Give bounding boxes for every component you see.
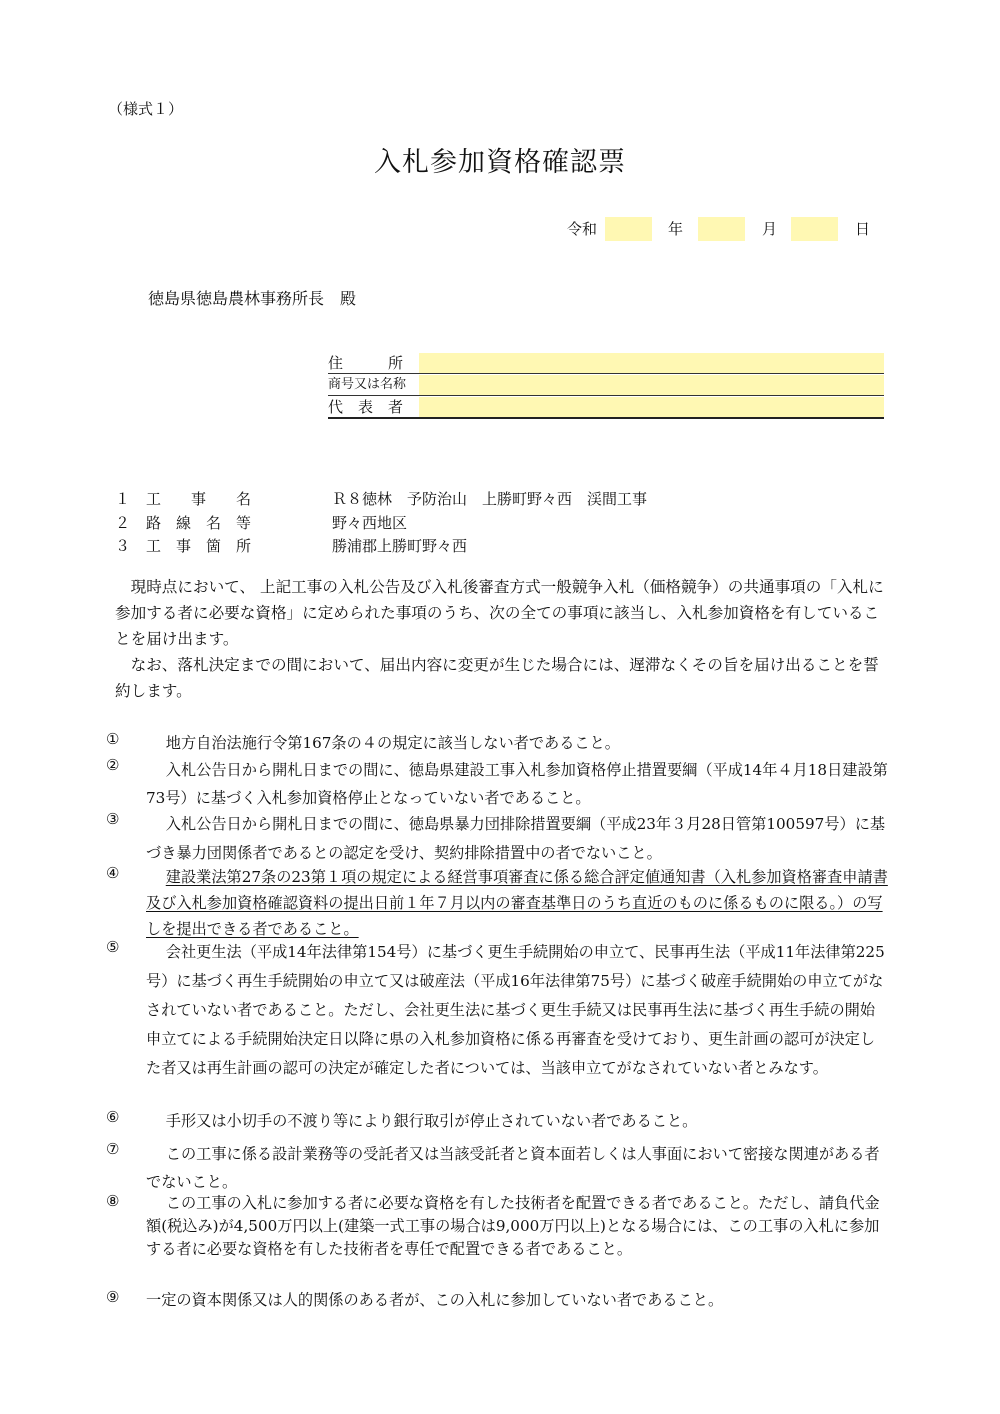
- representative-field[interactable]: [419, 397, 884, 417]
- project-row-number: ２: [115, 514, 131, 532]
- date-month-field[interactable]: [698, 217, 745, 241]
- project-row-value: 野々西地区: [332, 514, 408, 532]
- sender-representative-row: [328, 396, 884, 419]
- condition-text: 地方自治法施行令第167条の４の規定に該当しない者であること。: [165, 734, 620, 752]
- condition-text: 入札公告日から開札日までの間に、徳島県暴力団排除措置要綱（平成23年３月28日管第100597号）に基づき暴力団関係者であるとの認定を受け、契約排除措置中の者でないこと。: [146, 815, 886, 862]
- condition-number: ④: [106, 864, 120, 882]
- date-era-year-field[interactable]: [605, 217, 652, 241]
- condition-number: ①: [106, 730, 120, 748]
- address-field[interactable]: [419, 353, 884, 373]
- date-era-label: 令和: [567, 220, 598, 238]
- condition-number: ⑨: [106, 1288, 120, 1306]
- project-row-label: 路 線 名 等: [146, 514, 252, 532]
- condition-number: ⑤: [106, 938, 120, 956]
- project-row-value: 勝浦郡上勝町野々西: [332, 537, 468, 555]
- addressee: 徳島県徳島農林事務所長 殿: [148, 289, 357, 308]
- pledge-paragraph: なお、落札決定までの間において、届出内容に変更が生じた場合には、遅滞なくその旨を届け出ることを誓約します。: [115, 656, 879, 700]
- condition-text: この工事の入札に参加する者に必要な資格を有した技術者を配置できる者であること。ただし、請負代金額(税込み)が4,500万円以上(建築一式工事の場合は9,000万円以上)となる場合には、この工事の入札に参加する者に必要な資格を有した技術者を専任で配置できる者であること。: [146, 1194, 880, 1258]
- sender-block: [328, 352, 884, 419]
- condition-number: ③: [106, 810, 120, 828]
- address-label: 住 所: [328, 354, 404, 372]
- project-row-label: 工 事 名: [146, 490, 252, 508]
- condition-number: ②: [106, 756, 120, 774]
- condition-number: ⑦: [106, 1140, 120, 1158]
- project-row-value: Ｒ８徳林 予防治山 上勝町野々西 渓間工事: [332, 490, 648, 508]
- date-year-label: 年: [668, 220, 684, 238]
- document-title: 入札参加資格確認票: [374, 147, 626, 178]
- condition-text: 会社更生法（平成14年法律第154号）に基づく更生手続開始の申立て、民事再生法（平成11年法律第225号）に基づく再生手続開始の申立て又は破産法（平成16年法律第75号）に基づく破産手続開始の申立てがなされていない者であること。ただし、会社更生法に基づく更生手続又は民事再生法に基づく再生手続の開始申立てによる手続開始決定日以降に県の入札参加資格に係る再審査を受けており、更生計画の認可が決定した者又は再生計画の認可の決定が確定した者については、当該申立てがなされていない者とみなす。: [146, 943, 885, 1077]
- sender-address-row: [328, 352, 884, 374]
- condition-text: 入札公告日から開札日までの間に、徳島県建設工事入札参加資格停止措置要綱（平成14年４月18日建設第73号）に基づく入札参加資格停止となっていない者であること。: [146, 761, 888, 807]
- company-label: 商号又は名称: [328, 377, 407, 392]
- declaration-paragraph: 現時点において、 上記工事の入札公告及び入札後審査方式一般競争入札（価格競争）の共通事項の「入札に参加する者に必要な資格」に定められた事項のうち、次の全ての事項に該当し、入札参加資格を有していることを届け出ます。: [115, 578, 884, 648]
- declaration-text: [115, 574, 887, 704]
- condition-number: ⑥: [106, 1108, 120, 1126]
- condition-number: ⑧: [106, 1192, 120, 1210]
- date-day-field[interactable]: [791, 217, 838, 241]
- project-row-label: 工 事 箇 所: [146, 537, 252, 555]
- representative-label: 代 表 者: [328, 398, 404, 416]
- condition-text: 手形又は小切手の不渡り等により銀行取引が停止されていない者であること。: [165, 1112, 698, 1130]
- company-field[interactable]: [419, 375, 884, 395]
- project-row-number: １: [115, 490, 131, 508]
- date-day-label: 日: [855, 220, 871, 238]
- project-row-number: ３: [115, 537, 131, 555]
- condition-text: 一定の資本関係又は人的関係のある者が、この入札に参加していない者であること。: [146, 1291, 724, 1309]
- condition-text: 建設業法第27条の23第１項の規定による経営事項審査に係る総合評定値通知書（入札参加資格審査申請書及び入札参加資格確認資料の提出日前１年７月以内の審査基準日のうち直近のものに係るものに限る。）の写しを提出できる者であること。: [146, 868, 888, 938]
- condition-text: この工事に係る設計業務等の受託者又は当該受託者と資本面若しくは人事面において密接な関連がある者でないこと。: [146, 1145, 880, 1191]
- date-month-label: 月: [762, 220, 778, 238]
- sender-company-row: [328, 374, 884, 396]
- form-number: （様式１）: [108, 100, 184, 118]
